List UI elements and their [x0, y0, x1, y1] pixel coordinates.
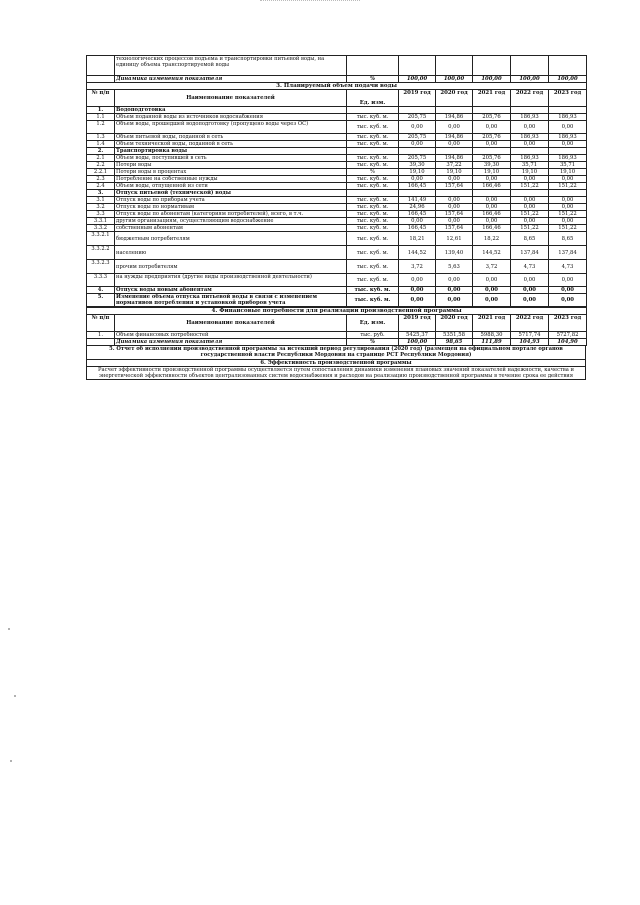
row-value [399, 148, 436, 155]
row-value: 0,00 [473, 294, 511, 307]
table-row [87, 190, 587, 197]
row-value [436, 190, 473, 197]
row-unit [347, 107, 399, 114]
table-row [87, 197, 587, 204]
row-value: 205,75 [399, 114, 436, 121]
row-value: 0,00 [436, 218, 473, 225]
header-year: 2019 год [399, 314, 436, 331]
row-value: 0,00 [436, 176, 473, 183]
row-value: 19,10 [511, 169, 549, 176]
row-name: Объем воды, поступившей в сеть [115, 155, 347, 162]
row-unit: тыс. куб. м. [347, 162, 399, 169]
header-year: 2019 год [399, 90, 436, 107]
row-name: другим организациям, осуществляющим водоснабжение [115, 218, 347, 225]
row-value: 5717,74 [511, 331, 549, 338]
row-unit: тыс. куб. м. [347, 204, 399, 211]
row-value: 0,00 [436, 121, 473, 134]
row-value: 151,22 [511, 211, 549, 218]
row-value: 5727,82 [549, 331, 587, 338]
row-value: 137,84 [549, 246, 587, 260]
row-value: 0,00 [436, 141, 473, 148]
row-value: 19,10 [473, 169, 511, 176]
row-value: 12,61 [436, 232, 473, 246]
row-value: 166,45 [399, 211, 436, 218]
top-dynamics-value: 100,00 [436, 76, 473, 83]
table-row [87, 246, 587, 260]
row-value: 0,00 [399, 141, 436, 148]
section-5-row [87, 346, 586, 359]
row-number: 1.4 [87, 141, 115, 148]
table-row [87, 274, 587, 287]
row-value: 35,71 [511, 162, 549, 169]
row-unit: тыс. куб. м. [347, 232, 399, 246]
scan-speck [14, 695, 16, 697]
table-row [87, 162, 587, 169]
row-value: 186,93 [511, 155, 549, 162]
row-name: Отпуск воды по нормативам [115, 204, 347, 211]
row-value: 0,00 [511, 294, 549, 307]
row-number: 1. [87, 331, 115, 338]
row-value [549, 107, 587, 114]
row-value: 0,00 [549, 287, 587, 294]
header-year: 2023 год [549, 90, 587, 107]
row-value: 0,00 [549, 218, 587, 225]
section-3-header-row [87, 90, 587, 107]
row-number: 5. [87, 294, 115, 307]
row-value: 3,72 [473, 260, 511, 274]
row-number: 2.3 [87, 176, 115, 183]
section-4-title: 4. Финансовые потребности для реализации производственной программы [87, 307, 587, 314]
row-value: 0,00 [511, 218, 549, 225]
header-year: 2020 год [436, 90, 473, 107]
header-unit: Ед. изм. [347, 314, 399, 331]
row-number: 2.2 [87, 162, 115, 169]
row-value [436, 148, 473, 155]
row-value: 5,63 [436, 260, 473, 274]
row-number: 3.3.1 [87, 218, 115, 225]
table-row [87, 107, 587, 114]
row-value: 205,76 [473, 155, 511, 162]
row-value: 104,90 [549, 338, 587, 345]
row-name: Отпуск воды новым абонентам [115, 287, 347, 294]
scan-speck [8, 628, 10, 630]
row-value: 0,00 [436, 287, 473, 294]
header-name: Наименование показателей [115, 90, 347, 107]
row-value [549, 190, 587, 197]
table-row [87, 183, 587, 190]
row-value: 186,93 [549, 155, 587, 162]
row-name: прочим потребителям [115, 260, 347, 274]
table-row [87, 169, 587, 176]
row-value: 194,86 [436, 134, 473, 141]
row-value [511, 148, 549, 155]
scan-artifact-line [260, 0, 360, 3]
row-unit: тыс. куб. м. [347, 183, 399, 190]
table-row [87, 331, 587, 338]
row-value: 0,00 [399, 176, 436, 183]
row-name: Объем технической воды, поданной в сеть [115, 141, 347, 148]
top-fragment-row [87, 56, 587, 76]
row-value: 194,86 [436, 155, 473, 162]
row-value: 0,00 [511, 287, 549, 294]
row-value: 0,00 [511, 176, 549, 183]
row-value: 186,93 [511, 134, 549, 141]
row-unit: тыс. куб. м. [347, 287, 399, 294]
header-name: Наименование показателей [115, 314, 347, 331]
row-value: 0,00 [549, 197, 587, 204]
row-name: Отпуск воды по приборам учета [115, 197, 347, 204]
row-number: 3.3.3 [87, 274, 115, 287]
section-3-title: 3. Планируемый объем подачи воды [87, 83, 587, 90]
row-value: 157,64 [436, 211, 473, 218]
row-value: 100,00 [399, 338, 436, 345]
row-unit: тыс. куб. м. [347, 176, 399, 183]
row-value: 144,52 [473, 246, 511, 260]
row-unit: тыс. куб. м. [347, 225, 399, 232]
row-name: бюджетным потребителям [115, 232, 347, 246]
row-name: Объем поданной воды из источников водоснабжения [115, 114, 347, 121]
row-value: 205,75 [399, 155, 436, 162]
row-value: 166,46 [473, 183, 511, 190]
row-value: 19,10 [436, 169, 473, 176]
row-unit: тыс. куб. м. [347, 246, 399, 260]
top-dynamics-value: 100,00 [473, 76, 511, 83]
row-value: 4,73 [511, 260, 549, 274]
row-name: Объем воды, отпущенной из сети [115, 183, 347, 190]
row-value [436, 107, 473, 114]
section-4-title-row [87, 307, 587, 314]
row-number: 3.2 [87, 204, 115, 211]
header-year: 2021 год [473, 90, 511, 107]
table-row [87, 287, 587, 294]
row-value: 157,64 [436, 183, 473, 190]
row-value: 151,22 [549, 225, 587, 232]
top-fragment-table [86, 55, 587, 83]
row-value: 205,76 [473, 134, 511, 141]
row-value: 18,21 [399, 232, 436, 246]
row-unit: тыс. куб. м. [347, 141, 399, 148]
table-row [87, 114, 587, 121]
row-value: 0,00 [473, 218, 511, 225]
row-unit: тыс. куб. м. [347, 197, 399, 204]
header-year: 2021 год [473, 314, 511, 331]
table-row [87, 260, 587, 274]
row-value: 137,84 [511, 246, 549, 260]
section-3-body [87, 107, 587, 307]
table-row [87, 134, 587, 141]
section-6-text: Расчет эффективности производственной программы осуществляется путем сопоставления динамики изменения плановых значений показателей надежности, качества и энергетической эффективности объектов централизованных систем водоснабжения и расходов на реализацию производственной программы в течение срока ее действия [87, 366, 586, 379]
table-row [87, 155, 587, 162]
row-value: 3,72 [399, 260, 436, 274]
section-3-table [86, 82, 587, 307]
row-value: 0,00 [549, 204, 587, 211]
row-value: 0,00 [473, 141, 511, 148]
row-name: Отпуск питьевой (технической) воды [115, 190, 347, 197]
row-value: 166,45 [399, 225, 436, 232]
top-dynamics-label: Динамика изменения показателя [115, 76, 347, 83]
row-unit: % [347, 169, 399, 176]
table-row [87, 148, 587, 155]
row-value: 205,76 [473, 114, 511, 121]
row-value: 0,00 [473, 197, 511, 204]
row-value: 0,00 [511, 121, 549, 134]
row-value: 0,00 [399, 294, 436, 307]
row-number: 1. [87, 107, 115, 114]
header-year: 2020 год [436, 314, 473, 331]
row-value [511, 190, 549, 197]
row-unit: тыс. куб. м. [347, 211, 399, 218]
row-number: 4. [87, 287, 115, 294]
row-number: 1.2 [87, 121, 115, 134]
row-unit: тыс. куб. м. [347, 121, 399, 134]
row-value: 151,22 [511, 183, 549, 190]
row-name: Изменение объема отпуска питьевой воды в связи с изменением нормативов потребления и установкой приборов учета [115, 294, 347, 307]
table-row [87, 176, 587, 183]
row-name: Потери воды в процентах [115, 169, 347, 176]
row-unit [347, 148, 399, 155]
row-value: 39,30 [399, 162, 436, 169]
row-number: 2.2.1 [87, 169, 115, 176]
row-unit: тыс. руб. [347, 331, 399, 338]
row-number: 3.3.2.1 [87, 232, 115, 246]
row-value: 0,00 [399, 121, 436, 134]
row-unit: тыс. куб. м. [347, 294, 399, 307]
scan-speck [10, 760, 12, 762]
header-num: № п/п [87, 90, 115, 107]
row-name: собственным абонентам [115, 225, 347, 232]
row-name: Объем воды, прошедшей водоподготовку (пропущено воды через ОС) [115, 121, 347, 134]
row-value: 141,49 [399, 197, 436, 204]
row-value: 39,30 [473, 162, 511, 169]
row-value: 0,00 [399, 274, 436, 287]
row-number: 3.3.2.2 [87, 246, 115, 260]
row-value: 111,89 [473, 338, 511, 345]
row-number: 3.3.2.3 [87, 260, 115, 274]
row-value: 0,00 [473, 287, 511, 294]
table-row [87, 141, 587, 148]
row-value: 0,00 [549, 176, 587, 183]
row-value [473, 148, 511, 155]
row-value: 205,75 [399, 134, 436, 141]
header-year: 2022 год [511, 90, 549, 107]
row-unit: тыс. куб. м. [347, 218, 399, 225]
row-number: 2.4 [87, 183, 115, 190]
row-value: 151,22 [549, 211, 587, 218]
row-value: 0,00 [436, 274, 473, 287]
table-row [87, 225, 587, 232]
row-value [473, 190, 511, 197]
row-value: 18,22 [473, 232, 511, 246]
table-row [87, 232, 587, 246]
row-unit [347, 190, 399, 197]
row-value: 5425,37 [399, 331, 436, 338]
row-value: 0,00 [436, 204, 473, 211]
table-row [87, 218, 587, 225]
document-sheet [86, 55, 586, 380]
row-value: 151,22 [511, 225, 549, 232]
table-row [87, 294, 587, 307]
row-value: 8,65 [549, 232, 587, 246]
section-6-text-row [87, 366, 586, 379]
header-year: 2023 год [549, 314, 587, 331]
table-row [87, 204, 587, 211]
top-dynamics-value: 100,00 [399, 76, 436, 83]
row-value: 0,00 [549, 141, 587, 148]
row-value: 0,00 [436, 197, 473, 204]
row-value: 0,00 [473, 274, 511, 287]
top-dynamics-value: 100,00 [511, 76, 549, 83]
table-row [87, 211, 587, 218]
row-value: 0,00 [473, 204, 511, 211]
row-value: 151,22 [549, 183, 587, 190]
top-dynamics-unit: % [347, 76, 399, 83]
row-value: 0,00 [549, 121, 587, 134]
row-number: 3. [87, 190, 115, 197]
row-value: 139,40 [436, 246, 473, 260]
row-unit: тыс. куб. м. [347, 134, 399, 141]
row-value: 144,52 [399, 246, 436, 260]
row-value: 8,65 [511, 232, 549, 246]
header-num: № п/п [87, 314, 115, 331]
row-unit: тыс. куб. м. [347, 260, 399, 274]
top-fragment-text: технологических процессов подъема и транспортировки питьевой воды, на единицу объема транспортируемой воды [115, 56, 347, 76]
row-value: 37,22 [436, 162, 473, 169]
row-name: Транспортировка воды [115, 148, 347, 155]
row-value: 166,46 [473, 211, 511, 218]
row-value: 98,65 [436, 338, 473, 345]
row-number: 2. [87, 148, 115, 155]
row-value: 19,10 [399, 169, 436, 176]
row-value [399, 107, 436, 114]
row-value: 24,96 [399, 204, 436, 211]
section-5-text: 5. Отчет об исполнении производственной программы за истекший период регулирования (2020 год) (размещен на официальном портале органов государственной власти Республики Мордовия на странице РСТ Республики Мордовия) [87, 346, 586, 359]
row-value: 186,93 [549, 114, 587, 121]
row-value [549, 148, 587, 155]
row-value: 0,00 [473, 121, 511, 134]
sections-5-6-table [86, 345, 586, 380]
row-value: 0,00 [511, 197, 549, 204]
row-unit: тыс. куб. м. [347, 155, 399, 162]
row-value: 0,00 [399, 218, 436, 225]
row-name: Потребление на собственные нужды [115, 176, 347, 183]
row-value: 0,00 [399, 287, 436, 294]
row-name: Водоподготовка [115, 107, 347, 114]
row-number: 1.3 [87, 134, 115, 141]
row-number: 1.1 [87, 114, 115, 121]
row-value: 0,00 [511, 274, 549, 287]
row-value: 0,00 [473, 176, 511, 183]
row-number: 2.1 [87, 155, 115, 162]
top-dynamics-value: 100,00 [549, 76, 587, 83]
row-value: 35,71 [549, 162, 587, 169]
row-value [473, 107, 511, 114]
row-unit: % [347, 338, 399, 345]
header-year: 2022 год [511, 314, 549, 331]
row-name: Отпуск воды по абонентам (категориям потребителей), всего, в т.ч. [115, 211, 347, 218]
row-value [399, 190, 436, 197]
row-value: 194,86 [436, 114, 473, 121]
row-number: 3.1 [87, 197, 115, 204]
row-unit: тыс. куб. м. [347, 274, 399, 287]
row-value: 4,73 [549, 260, 587, 274]
row-number: 3.3.2 [87, 225, 115, 232]
row-name: Объем финансовых потребностей [115, 331, 347, 338]
row-value: 104,93 [511, 338, 549, 345]
row-value: 5351,58 [436, 331, 473, 338]
section-6-title-row [87, 359, 586, 366]
row-value: 186,93 [549, 134, 587, 141]
row-name: Динамика изменения показателя [115, 338, 347, 345]
row-unit: тыс. куб. м. [347, 114, 399, 121]
section-3-title-row [87, 83, 587, 90]
row-value: 5988,30 [473, 331, 511, 338]
row-value: 0,00 [436, 294, 473, 307]
section-4-table [86, 307, 587, 346]
row-name: Потери воды [115, 162, 347, 169]
row-value: 0,00 [511, 204, 549, 211]
row-value: 166,46 [473, 225, 511, 232]
row-name: Объем питьевой воды, поданной в сеть [115, 134, 347, 141]
row-value: 19,10 [549, 169, 587, 176]
row-value: 157,64 [436, 225, 473, 232]
section-4-header-row [87, 314, 587, 331]
row-value: 166,45 [399, 183, 436, 190]
section-6-title: 6. Эффективность производственной программы [87, 359, 586, 366]
row-name: населению [115, 246, 347, 260]
row-value [511, 107, 549, 114]
row-value: 0,00 [549, 274, 587, 287]
row-name: на нужды предприятия (другие виды производственной деятельности) [115, 274, 347, 287]
header-unit: Ед. изм. [347, 90, 399, 107]
row-value: 0,00 [549, 294, 587, 307]
row-value: 0,00 [511, 141, 549, 148]
row-value: 186,93 [511, 114, 549, 121]
table-row [87, 121, 587, 134]
row-number: 3.3 [87, 211, 115, 218]
